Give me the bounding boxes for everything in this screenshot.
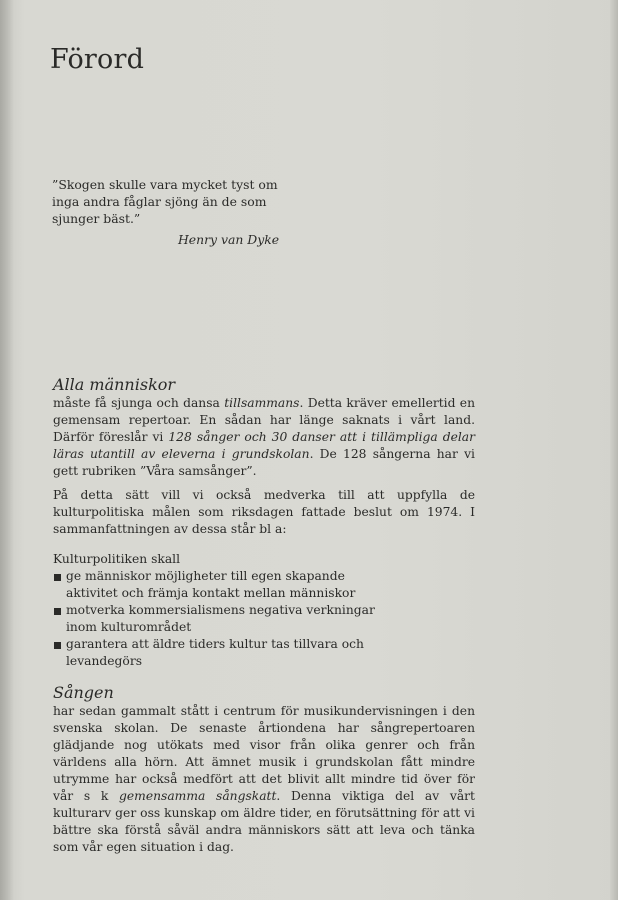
bullet-square-icon (54, 574, 61, 581)
bullet-square-icon (54, 642, 61, 649)
text-run: . Detta kräver emellertid en gemensam repertoar. En sådan har länge saknats i vårt land. Därför föreslår vi (53, 396, 475, 444)
page-title: Förord (50, 44, 145, 75)
body-text (53, 376, 475, 856)
epigraph-line: inga andra fåglar sjöng än de som (52, 194, 267, 209)
bullet-square-icon (54, 608, 61, 615)
section-heading-alla-manniskor: Alla människor (53, 375, 176, 394)
epigraph-line: ”Skogen skulle vara mycket tyst om (52, 177, 278, 192)
text-run: måste få sjunga och dansa (53, 396, 225, 410)
emphasis-proposal: 128 sånger och 30 danser att i tillämpliga delar läras utantill av eleverna i grundskolan (53, 430, 475, 461)
emphasis-sangskatt: gemensamma sångskatt (119, 789, 277, 803)
paragraph-repertoar (53, 395, 475, 480)
text-run: . De 128 sångerna har vi gett rubriken ”Våra samsånger”. (53, 447, 475, 478)
policy-heading: Kulturpolitiken skall (53, 552, 181, 566)
section-heading-sangen: Sången (53, 683, 114, 702)
list-item (53, 602, 396, 636)
list-item (53, 636, 396, 670)
paragraph-kulturpolitik: På detta sätt vill vi också medverka till att uppfylla de kulturpolitiska målen som riksdagen fattade beslut om 1974. I sammanfattningen av dessa står bl a: (53, 488, 475, 536)
list-item-text: motverka kommersialismens negativa verkningar inom kulturområdet (66, 603, 375, 634)
epigraph-attribution: Henry van Dyke (178, 232, 280, 247)
epigraph-line: sjunger bäst.” (52, 211, 141, 226)
text-run: . Denna viktiga del av vårt kulturarv ger oss kunskap om äldre tider, en förutsättning för att vi bättre ska förstå såväl andra människors sätt att leva och tänka som vår egen situation i dag. (53, 789, 475, 854)
epigraph-quote (52, 176, 292, 227)
paragraph-sangen (53, 703, 475, 856)
list-item-text: ge människor möjligheter till egen skapande aktivitet och främja kontakt mellan människor (66, 569, 356, 600)
emphasis-tillsammans: tillsammans (224, 396, 300, 410)
text-run: har sedan gammalt stått i centrum för musikundervisningen i den svenska skolan. De senaste årtiondena har sångrepertoaren glädjande nog utökats med visor från olika genrer och från världens alla hörn. Att ämnet musik i grundskolan fått mindre utrymme har också medfört att det blivit allt mindre tid över för vår s k (53, 704, 475, 803)
page-edge (610, 0, 618, 900)
policy-list (53, 551, 475, 670)
list-item-text: garantera att äldre tiders kultur tas tillvara och levandegörs (66, 637, 364, 668)
list-item (53, 568, 396, 602)
page-gutter-shadow (0, 0, 14, 900)
